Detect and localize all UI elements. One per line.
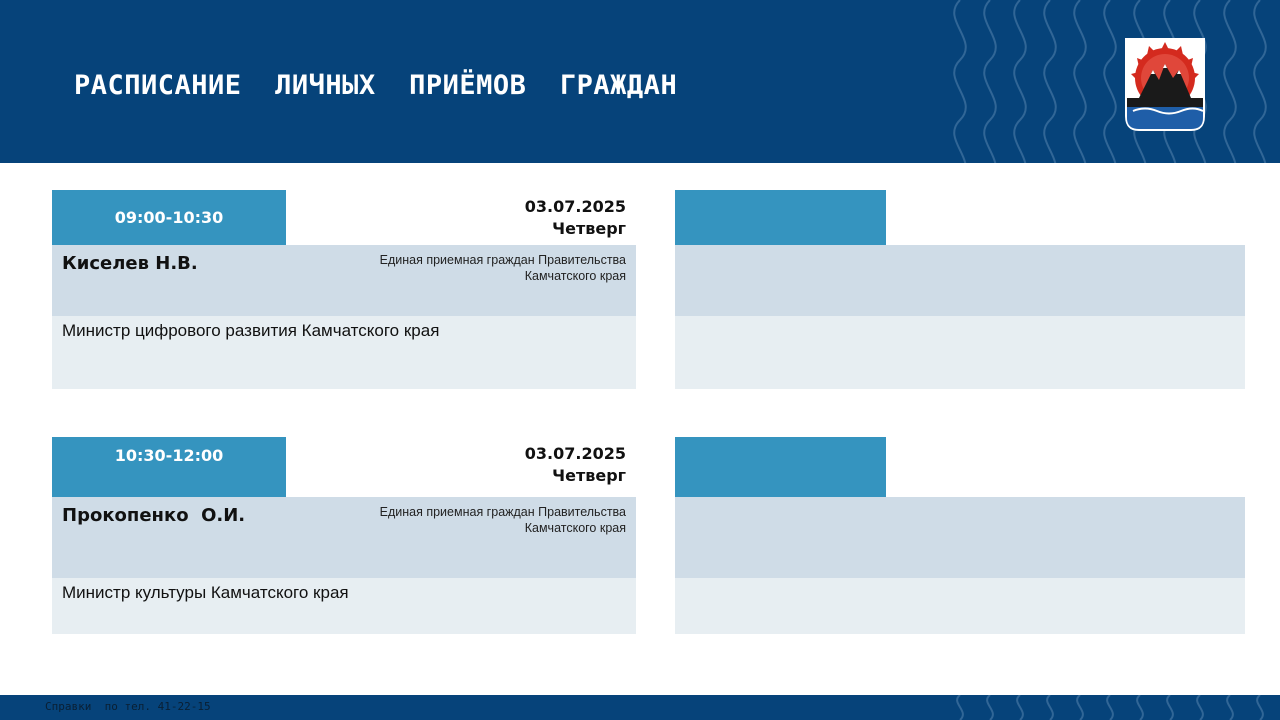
official-name: Киселев Н.В.	[62, 253, 198, 274]
official-position-row	[52, 578, 636, 634]
date-value: 03.07.2025	[524, 444, 626, 463]
empty-schedule-card-2	[675, 437, 1245, 634]
official-position-row	[52, 316, 636, 389]
weekday-value: Четверг	[552, 466, 626, 485]
page-title: РАСПИСАНИЕ ЛИЧНЫХ ПРИЁМОВ ГРАЖДАН	[74, 70, 678, 101]
empty-name-row	[675, 497, 1245, 578]
time-slot-badge: 10:30-12:00	[52, 437, 286, 497]
kamchatka-coat-of-arms-icon	[1125, 38, 1205, 131]
reception-location: Единая приемная граждан Правительства Камчатского края	[379, 253, 626, 283]
empty-name-row	[675, 245, 1245, 316]
empty-time-slot-badge	[675, 437, 886, 497]
empty-schedule-card-1	[675, 190, 1245, 389]
empty-position-row	[675, 316, 1245, 389]
time-slot-badge: 09:00-10:30	[52, 190, 286, 245]
wave-pattern-decoration	[940, 695, 1280, 720]
weekday-value: Четверг	[552, 219, 626, 238]
schedule-card-1	[52, 190, 636, 389]
footer-bar	[0, 695, 1280, 720]
date-value: 03.07.2025	[524, 197, 626, 216]
reception-location: Единая приемная граждан Правительства Камчатского края	[379, 505, 626, 535]
official-position: Министр цифрового развития Камчатского края	[62, 321, 440, 340]
official-name-row	[52, 245, 636, 316]
footer-phone-info: Справки по тел. 41-22-15	[45, 700, 211, 713]
official-name-row	[52, 497, 636, 578]
empty-time-slot-badge	[675, 190, 886, 245]
wave-pattern-decoration	[940, 0, 1280, 163]
header-banner	[0, 0, 1280, 163]
schedule-card-2	[52, 437, 636, 634]
official-name: Прокопенко О.И.	[62, 505, 246, 526]
empty-position-row	[675, 578, 1245, 634]
date-block	[525, 196, 626, 240]
date-block	[525, 443, 626, 487]
official-position: Министр культуры Камчатского края	[62, 583, 349, 602]
